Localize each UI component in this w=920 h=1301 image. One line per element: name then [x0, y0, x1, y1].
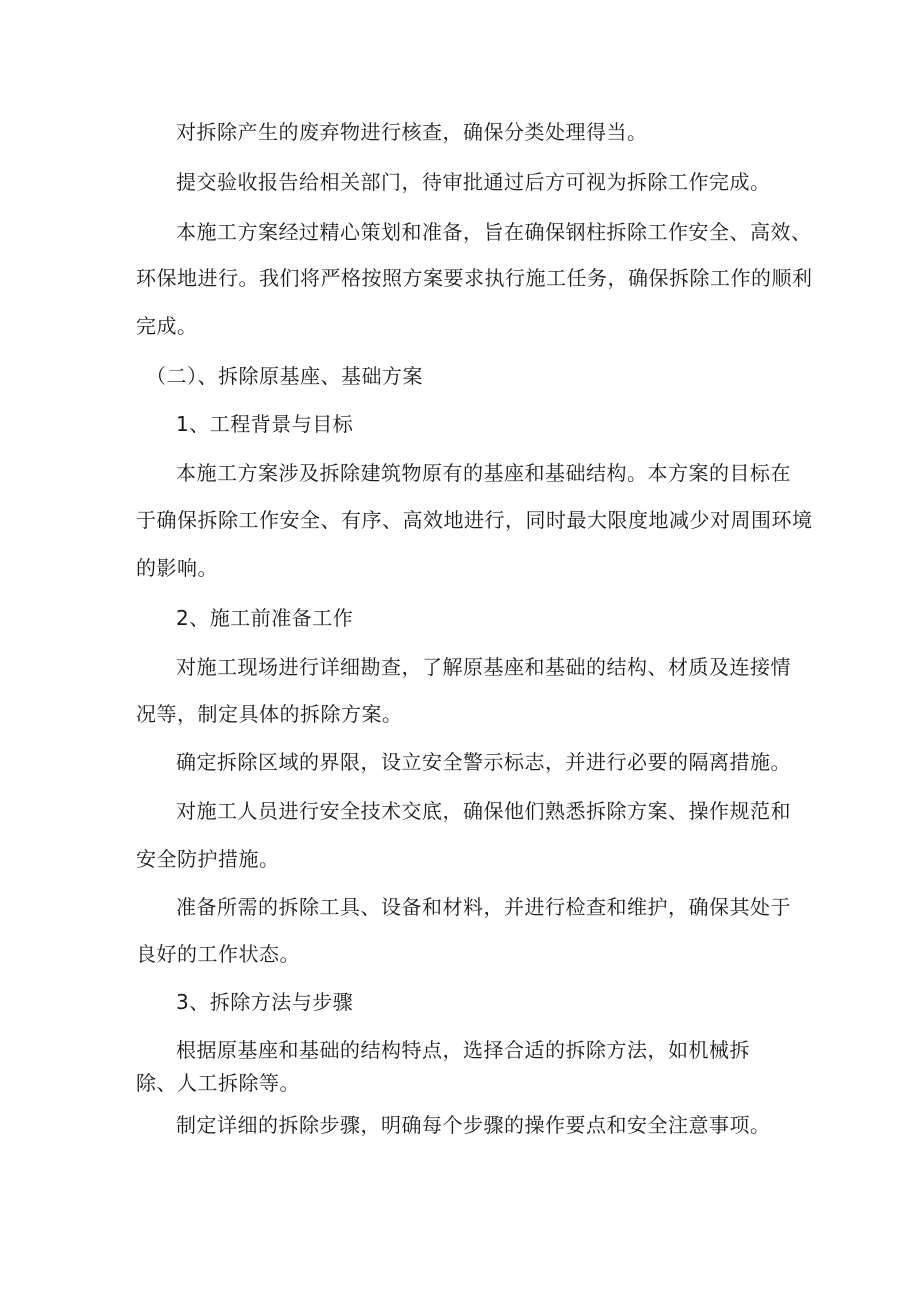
section-heading: （二）、拆除原基座、基础方案	[146, 364, 423, 388]
paragraph-line: 完成。	[136, 314, 198, 338]
subsection-heading: 1、工程背景与目标	[176, 412, 354, 436]
paragraph-line: 制定详细的拆除步骤，明确每个步骤的操作要点和安全注意事项。	[176, 1113, 771, 1137]
paragraph-line: 本施工方案涉及拆除建筑物原有的基座和基础结构。本方案的目标在	[176, 461, 791, 485]
subsection-heading: 3、拆除方法与步骤	[176, 990, 354, 1014]
paragraph-line: 况等，制定具体的拆除方案。	[136, 702, 403, 726]
paragraph-line: 于确保拆除工作安全、有序、高效地进行，同时最大限度地减少对周围环境	[136, 508, 813, 532]
paragraph-line: 本施工方案经过精心策划和准备，旨在确保钢柱拆除工作安全、高效、	[176, 220, 812, 244]
paragraph-line: 的影响。	[136, 556, 218, 580]
paragraph-line: 对施工人员进行安全技术交底，确保他们熟悉拆除方案、操作规范和	[176, 799, 791, 823]
paragraph-line: 良好的工作状态。	[136, 942, 300, 966]
paragraph-line: 确定拆除区域的界限，设立安全警示标志，并进行必要的隔离措施。	[176, 750, 791, 774]
paragraph-line: 提交验收报告给相关部门，待审批通过后方可视为拆除工作完成。	[176, 170, 771, 194]
paragraph-line: 环保地进行。我们将严格按照方案要求执行施工任务，确保拆除工作的顺利	[136, 266, 813, 290]
subsection-heading: 2、施工前准备工作	[176, 606, 354, 630]
paragraph-line: 对施工现场进行详细勘查，了解原基座和基础的结构、材质及连接情	[176, 655, 791, 679]
paragraph-line: 对拆除产生的废弃物进行核查，确保分类处理得当。	[176, 120, 648, 144]
paragraph-line: 安全防护措施。	[136, 847, 280, 871]
paragraph-line: 根据原基座和基础的结构特点，选择合适的拆除方法，如机械拆	[176, 1038, 750, 1062]
paragraph-line: 除、人工拆除等。	[136, 1071, 300, 1095]
paragraph-line: 准备所需的拆除工具、设备和材料，并进行检查和维护，确保其处于	[176, 895, 791, 919]
